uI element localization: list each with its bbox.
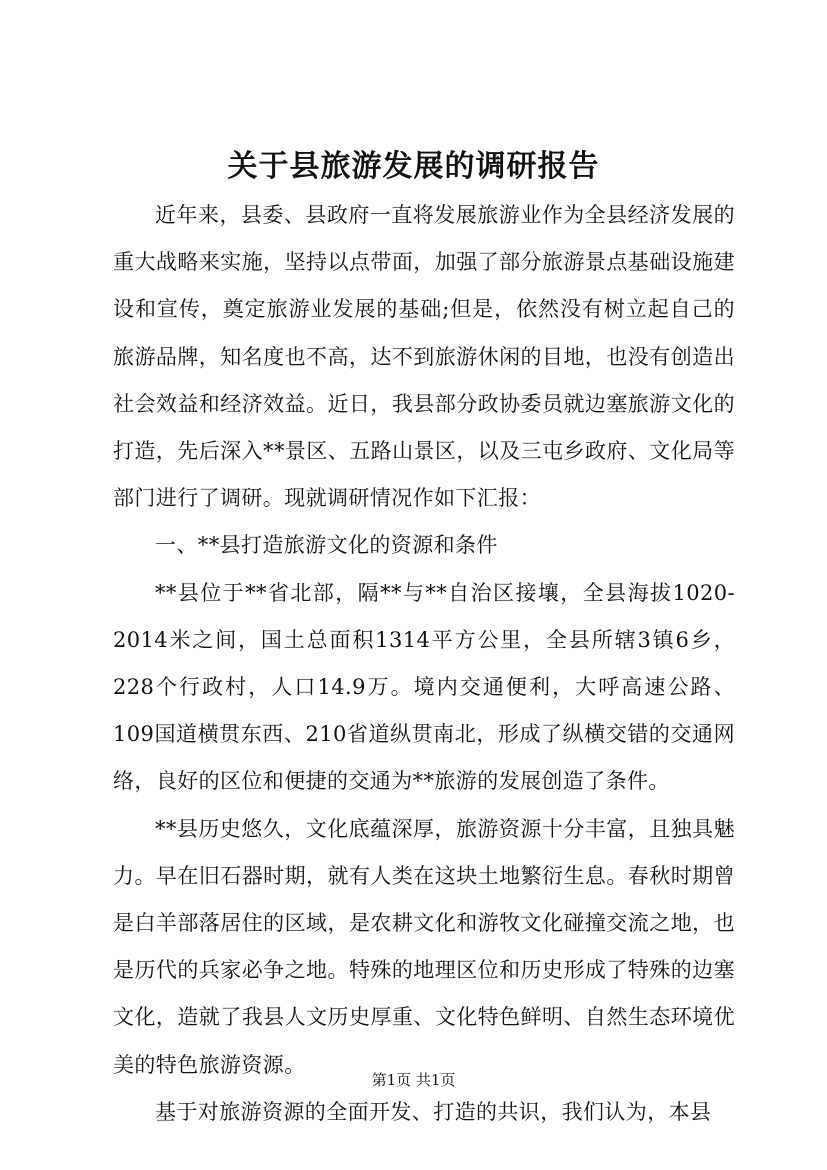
section-heading-1: 一、**县打造旅游文化的资源和条件 bbox=[155, 533, 498, 558]
paragraph-location: **县位于**省北部，隔**与**自治区接壤，全县海拔1020-2014米之间，国土总面积1314平方公里，全县所辖3镇6乡，228个行政村，人口14.9万。境内交通便利，大呼高速公路、109国道横贯东西、210省道纵贯南北，形成了纵横交错的交通网络，良好的区位和便捷的交通为**旅游的发展创造了条件。 bbox=[113, 580, 735, 794]
document-body bbox=[113, 192, 735, 1136]
page-footer: 第1页 共1页 bbox=[371, 1071, 456, 1089]
paragraph-history: **县历史悠久，文化底蕴深厚，旅游资源十分丰富，且独具魅力。早在旧石器时期，就有人类在这块土地繁衍生息。春秋时期曾是白羊部落居住的区域，是农耕文化和游牧文化碰撞交流之地，也是历代的兵家必争之地。特殊的地理区位和历史形成了特殊的边塞文化，造就了我县人文历史厚重、文化特色鲜明、自然生态环境优美的特色旅游资源。 bbox=[113, 816, 735, 1077]
paragraph-intro: 近年来，县委、县政府一直将发展旅游业作为全县经济发展的重大战略来实施，坚持以点带面，加强了部分旅游景点基础设施建设和宣传，奠定旅游业发展的基础;但是，依然没有树立起自己的旅游品牌，知名度也不高，达不到旅游休闲的目地，也没有创造出社会效益和经济效益。近日，我县部分政协委员就边塞旅游文化的打造，先后深入**景区、五路山景区，以及三屯乡政府、文化局等部门进行了调研。现就调研情况作如下汇报： bbox=[113, 203, 735, 511]
paragraph-consensus: 基于对旅游资源的全面开发、打造的共识，我们认为，本县 bbox=[155, 1099, 712, 1124]
document-title: 关于县旅游发展的调研报告 bbox=[227, 149, 600, 184]
